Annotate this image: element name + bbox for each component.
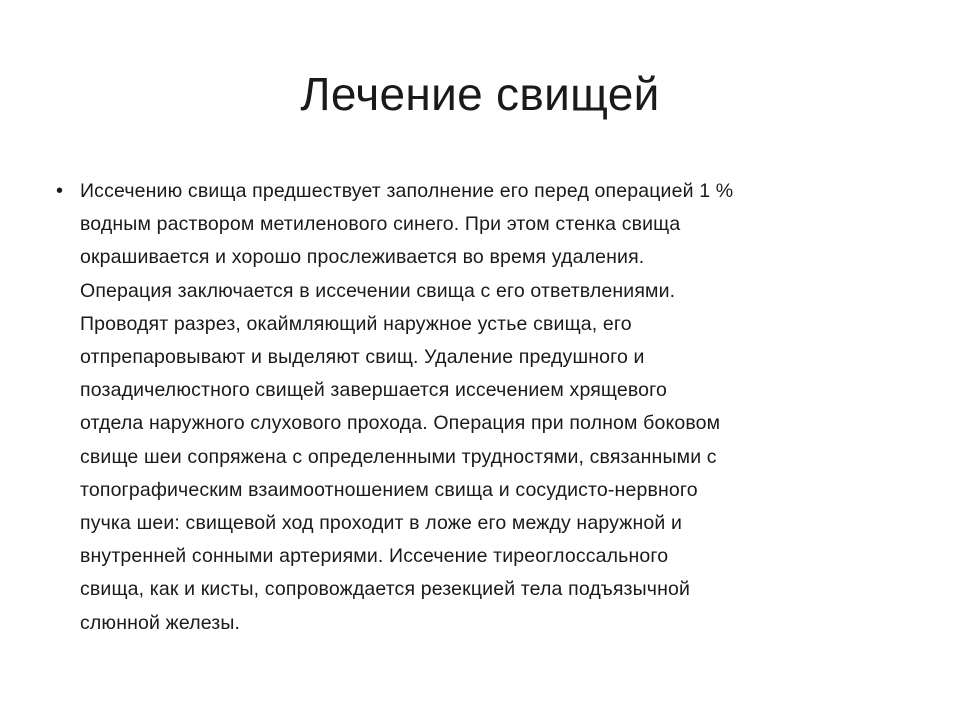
bullet-text [80, 175, 910, 640]
slide-title: Лечение свищей [300, 68, 660, 120]
text-line: Операция заключается в иссечении свища с его ответвлениями. [80, 279, 676, 302]
text-line: топографическим взаимоотношением свища и сосудисто-нервного [80, 478, 698, 501]
text-line: отдела наружного слухового прохода. Операция при полном боковом [80, 412, 721, 435]
text-line: слюнной железы. [80, 611, 241, 634]
text-line: пучка шеи: свищевой ход проходит в ложе его между наружной и [80, 512, 683, 535]
bullet-marker: • [56, 180, 64, 202]
text-line: позадичелюстного свищей завершается иссечением хрящевого [80, 379, 668, 402]
text-line: водным раствором метиленового синего. При этом стенка свища [80, 213, 681, 236]
text-line: отпрепаровывают и выделяют свищ. Удаление предушного и [80, 346, 645, 369]
text-line: Проводят разрез, окаймляющий наружное устье свища, его [80, 312, 632, 335]
text-line: окрашивается и хорошо прослеживается во время удаления. [80, 246, 645, 269]
bullet-list [54, 175, 910, 640]
text-line: Иссечению свища предшествует заполнение его перед операцией 1 % [80, 180, 734, 202]
text-line: свища, как и кисты, сопровождается резекцией тела подъязычной [80, 578, 691, 601]
text-line: внутренней сонными артериями. Иссечение тиреоглоссального [80, 545, 669, 568]
text-line: свище шеи сопряжена с определенными трудностями, связанными с [80, 445, 717, 468]
bullet-item [54, 175, 910, 640]
